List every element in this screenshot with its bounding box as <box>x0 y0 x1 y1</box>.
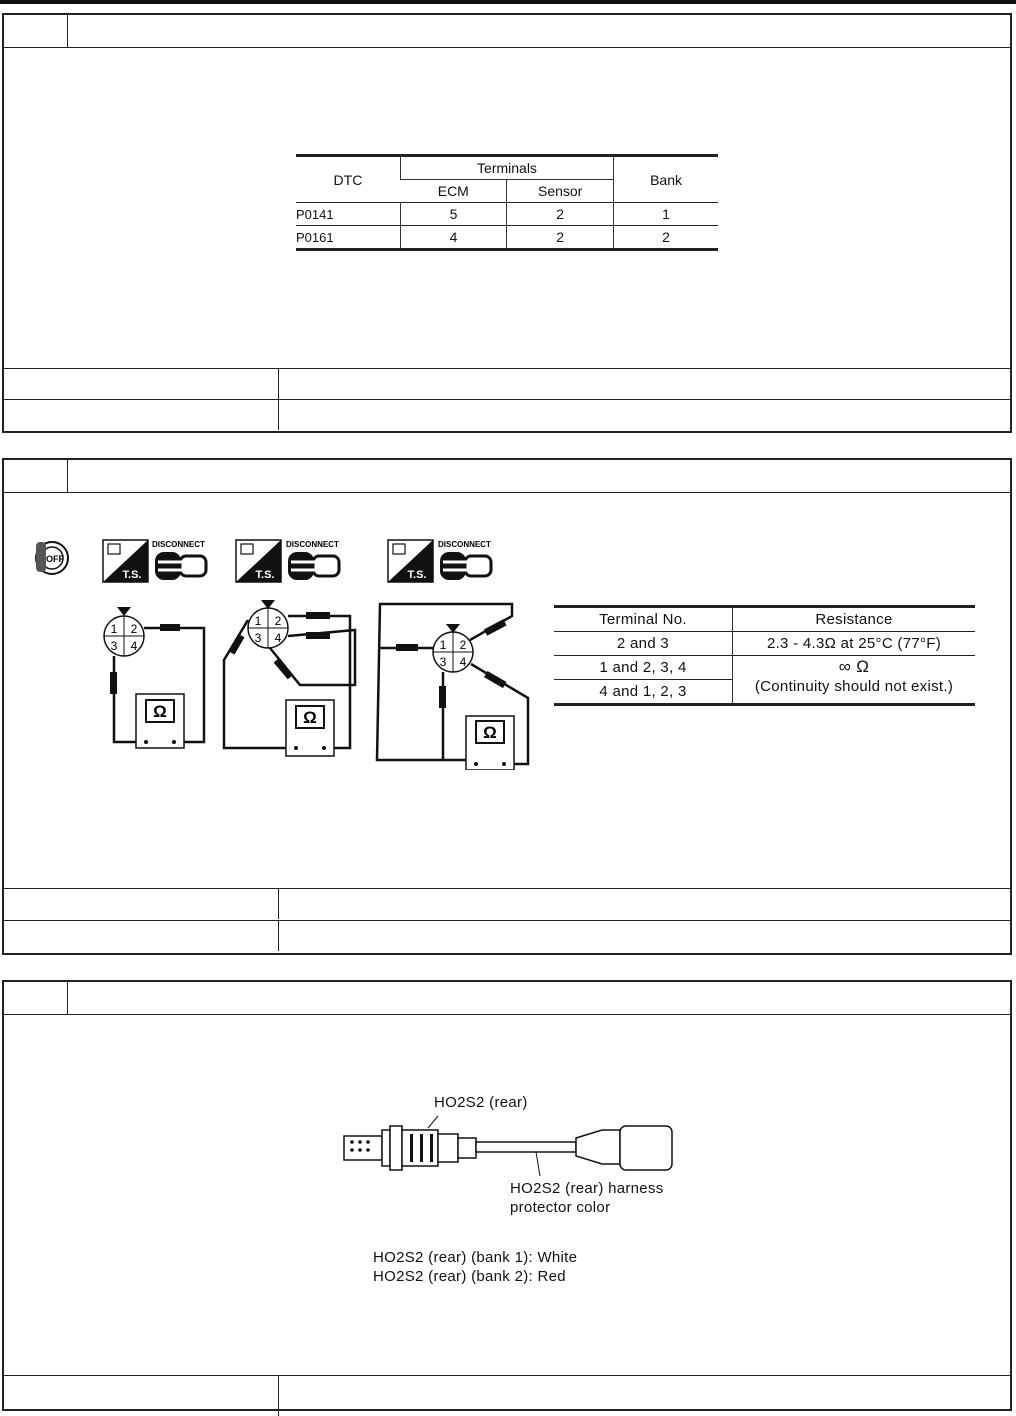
step-number-cell <box>4 982 68 1014</box>
top-rule <box>0 0 1016 4</box>
harness-label-line1: HO2S2 (rear) harness <box>510 1180 664 1197</box>
step-header <box>4 15 1010 48</box>
result-row-ok <box>4 888 1010 919</box>
sensor-cell: 2 <box>507 203 614 226</box>
bank-cell: 2 <box>614 226 718 250</box>
terminal-2: 2 <box>274 614 282 628</box>
step-header <box>4 982 1010 1015</box>
sensor-header: Sensor <box>507 180 614 203</box>
ohmmeter-diagram-2 <box>224 600 355 756</box>
resistance-header: Resistance <box>733 607 976 632</box>
step-block-3 <box>2 980 1012 1411</box>
terminal-cell: 2 and 3 <box>616 635 670 652</box>
terminal-header: Terminal No. <box>599 611 687 628</box>
bank1-color-note: HO2S2 (rear) (bank 1): White <box>373 1249 578 1266</box>
disconnect-text: DISCONNECT <box>438 540 491 549</box>
resistance-cell: 2.3 - 4.3Ω at 25°C (77°F) <box>733 632 976 656</box>
terminal-3: 3 <box>439 655 447 669</box>
bank-header: Bank <box>614 156 718 203</box>
sensor-cell: 2 <box>507 226 614 250</box>
bank2-color-note: HO2S2 (rear) (bank 2): Red <box>373 1268 566 1285</box>
ecm-cell: 4 <box>400 226 506 250</box>
terminal-3: 3 <box>110 639 118 653</box>
ts-icon <box>388 540 433 582</box>
disconnect-icon <box>152 540 206 580</box>
terminal-2: 2 <box>459 638 467 652</box>
ts-icon <box>103 540 148 582</box>
sensor-label: HO2S2 (rear) <box>434 1094 528 1111</box>
ohm-symbol: Ω <box>153 702 167 721</box>
off-text: OFF <box>46 554 64 564</box>
ts-text: T.S. <box>255 569 275 581</box>
ignition-off-icon <box>36 542 68 574</box>
result-label-cell <box>4 369 279 399</box>
harness-label-line2: protector color <box>510 1199 611 1216</box>
terminal-2: 2 <box>130 622 138 636</box>
ts-icon <box>236 540 281 582</box>
dtc-terminal-table <box>296 154 718 251</box>
result-row-ng <box>4 399 1010 430</box>
dtc-cell: P0141 <box>296 206 334 222</box>
continuity-note: (Continuity should not exist.) <box>754 678 954 695</box>
terminal-4: 4 <box>459 655 467 669</box>
ts-text: T.S. <box>407 569 427 581</box>
result-label-cell <box>4 889 279 919</box>
terminal-3: 3 <box>254 631 262 645</box>
ohm-symbol: Ω <box>303 708 317 727</box>
result-label-cell <box>4 400 279 430</box>
disconnect-icon <box>286 540 339 580</box>
disconnect-text: DISCONNECT <box>152 540 205 549</box>
ho2s2-sensor-drawing <box>340 1100 710 1180</box>
ohmmeter-diagram-3 <box>377 604 528 770</box>
terminals-header: Terminals <box>400 156 613 180</box>
result-label-cell <box>4 921 279 951</box>
result-row-ng <box>4 920 1010 951</box>
result-row-ok <box>4 1375 1010 1416</box>
infinity-ohm-value: ∞ Ω <box>838 657 870 676</box>
terminal-cell: 4 and 1, 2, 3 <box>599 683 687 700</box>
ohmmeter-diagrams <box>100 600 540 770</box>
ohm-symbol: Ω <box>483 723 497 742</box>
terminal-cell: 1 and 2, 3, 4 <box>599 659 687 676</box>
procedure-icons <box>0 530 520 590</box>
ohmmeter-diagram-1 <box>104 607 204 748</box>
terminal-4: 4 <box>130 639 138 653</box>
ts-text: T.S. <box>122 569 142 581</box>
disconnect-icon <box>438 540 491 580</box>
step-number-cell <box>4 460 68 492</box>
dtc-cell: P0161 <box>296 229 334 245</box>
result-row-ok <box>4 368 1010 399</box>
dtc-header: DTC <box>333 171 363 188</box>
ecm-cell: 5 <box>400 203 506 226</box>
terminal-1: 1 <box>254 614 262 628</box>
resistance-table <box>554 605 975 706</box>
bank-cell: 1 <box>614 203 718 226</box>
disconnect-text: DISCONNECT <box>286 540 339 549</box>
step-number-cell <box>4 15 68 47</box>
terminal-4: 4 <box>274 631 282 645</box>
step-header <box>4 460 1010 493</box>
terminal-1: 1 <box>439 638 447 652</box>
terminal-1: 1 <box>110 622 118 636</box>
ecm-header: ECM <box>437 183 469 199</box>
sensor-tip <box>344 1136 382 1160</box>
result-label-cell <box>4 1376 279 1416</box>
